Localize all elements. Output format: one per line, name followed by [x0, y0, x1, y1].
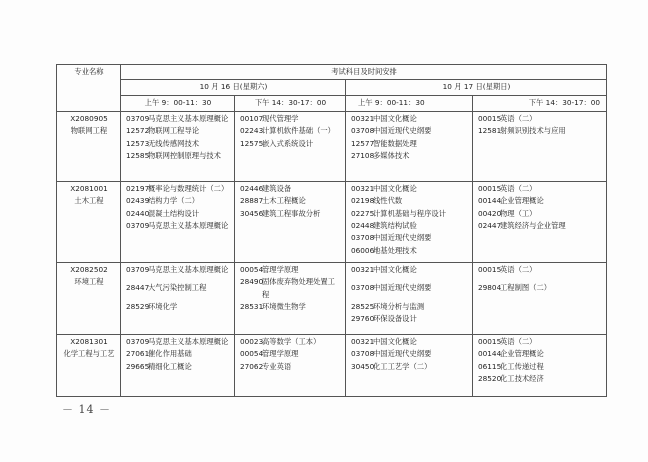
course-name: 混凝土结构设计 [148, 208, 200, 218]
course-item [351, 282, 468, 294]
course-item [351, 150, 468, 162]
course-item [351, 361, 468, 373]
course-name: 马克思主义基本原理概论 [148, 220, 229, 230]
page-number: － 14 － [62, 403, 111, 416]
course-item [478, 113, 602, 125]
course-item [240, 113, 341, 125]
course-item [351, 125, 468, 137]
course-code: 28520 [478, 373, 502, 383]
course-name: 射频识别技术与应用 [500, 126, 566, 136]
course-name: 中国近现代史纲要 [373, 283, 432, 293]
course-code: 27061 [126, 349, 150, 359]
major-cell [57, 334, 121, 396]
course-code: 12575 [240, 138, 264, 148]
course-name: 环保设备设计 [373, 313, 417, 323]
course-name: 环境化学 [148, 301, 178, 311]
course-cell-d2am [346, 262, 473, 334]
course-item [240, 125, 341, 137]
course-code: 06006 [351, 245, 375, 255]
course-item [478, 361, 602, 373]
course-name: 中国文化概论 [373, 336, 417, 346]
course-name: 英语（二） [500, 183, 537, 193]
course-code: 03709 [126, 264, 150, 274]
course-item [478, 125, 602, 137]
course-item [478, 220, 602, 232]
course-item [126, 208, 230, 220]
course-item [126, 113, 230, 125]
course-code: 00321 [351, 336, 375, 346]
course-code: 02440 [126, 208, 150, 218]
course-name: 马克思主义基本原理概论 [148, 113, 229, 123]
major-name: 化学工程与工艺 [63, 349, 115, 359]
major-cell [57, 181, 121, 262]
course-name: 中国近现代史纲要 [373, 233, 432, 243]
course-name: 线性代数 [373, 196, 403, 206]
course-code: 28525 [351, 301, 375, 311]
course-code: 03709 [126, 220, 150, 230]
header-day2-morning: 上午 9：00-11：30 [346, 96, 473, 111]
course-code: 00321 [351, 113, 375, 123]
course-item [351, 208, 468, 220]
course-code: 00321 [351, 264, 375, 274]
course-code: 00144 [478, 349, 502, 359]
course-code: 30450 [351, 361, 375, 371]
course-item [126, 220, 230, 232]
course-code: 03708 [351, 233, 375, 243]
exam-schedule-table [56, 64, 607, 397]
course-item [478, 264, 602, 276]
course-item [351, 245, 468, 257]
course-item [351, 113, 468, 125]
course-code: 12577 [351, 138, 375, 148]
course-code: 12581 [478, 126, 502, 136]
course-name: 建筑设备 [262, 183, 292, 193]
major-name: 土木工程 [74, 196, 104, 206]
course-name: 概率论与数理统计（二） [148, 183, 229, 193]
course-item [126, 361, 230, 373]
course-item [240, 183, 341, 195]
course-cell-d2am [346, 181, 473, 262]
course-code: 03708 [351, 349, 375, 359]
course-name: 土木工程概论 [262, 196, 306, 206]
course-item [126, 125, 230, 137]
course-item [240, 195, 341, 207]
course-name: 化工技术经济 [500, 373, 544, 383]
header-day-1: 10 月 16 日(星期六) [121, 80, 346, 96]
course-code: 02198 [351, 196, 375, 206]
course-name: 企业管理概论 [500, 349, 544, 359]
course-code: 00015 [478, 183, 502, 193]
course-code: 28887 [240, 196, 264, 206]
course-code: 03709 [126, 336, 150, 346]
course-name: 建筑经济与企业管理 [500, 220, 566, 230]
course-code: 02448 [351, 220, 375, 230]
course-item [478, 183, 602, 195]
course-code: 00107 [240, 113, 264, 123]
course-code: 28447 [126, 283, 150, 293]
course-code: 03708 [351, 126, 375, 136]
course-code: 02446 [240, 183, 264, 193]
course-item [351, 183, 468, 195]
course-name: 结构力学（二） [148, 196, 200, 206]
course-code: 29804 [478, 283, 502, 293]
course-name: 化工工艺学（二） [373, 361, 432, 371]
course-name: 催化作用基础 [148, 349, 192, 359]
course-item [240, 208, 341, 220]
course-cell-d1am [121, 334, 235, 396]
course-code: 00054 [240, 264, 264, 274]
course-cell-d1pm [235, 334, 346, 396]
course-cell-d2am [346, 111, 473, 181]
course-code: 30456 [240, 208, 264, 218]
course-item [240, 348, 341, 360]
course-item [240, 276, 341, 288]
course-name: 企业管理概论 [500, 196, 544, 206]
course-code: 12572 [126, 126, 150, 136]
course-name: 专业英语 [262, 361, 292, 371]
course-name: 大气污染控制工程 [148, 283, 207, 293]
course-item [351, 195, 468, 207]
course-name: 环境微生物学 [262, 301, 306, 311]
course-code: 28490 [240, 277, 264, 287]
course-name: 建筑工程事故分析 [262, 208, 321, 218]
course-name: 马克思主义基本原理概论 [148, 264, 229, 274]
header-day2-afternoon: 下午 14：30-17：00 [473, 96, 607, 111]
header-day1-afternoon: 下午 14：30-17：00 [235, 96, 346, 111]
course-item [240, 301, 341, 313]
course-item [478, 348, 602, 360]
course-code: 03708 [351, 283, 375, 293]
header-schedule: 考试科目及时间安排 [121, 65, 607, 80]
course-code: 00015 [478, 336, 502, 346]
course-name: 高等数学（工本） [262, 336, 321, 346]
course-name: 管理学原理 [262, 264, 299, 274]
course-name: 工程制图（二） [500, 283, 552, 293]
course-name: 精细化工概论 [148, 361, 192, 371]
course-name: 中国文化概论 [373, 183, 417, 193]
header-major-name: 专业名称 [57, 65, 121, 112]
course-name: 建筑结构试验 [373, 220, 417, 230]
course-name: 地基处理技术 [373, 245, 417, 255]
course-code: 00321 [351, 183, 375, 193]
course-item [126, 183, 230, 195]
course-cell-d1pm [235, 181, 346, 262]
course-item [478, 336, 602, 348]
major-row [57, 262, 607, 334]
course-item [478, 195, 602, 207]
course-name: 管理学原理 [262, 349, 299, 359]
course-item [126, 348, 230, 360]
course-name: 多媒体技术 [373, 150, 410, 160]
course-name: 中国文化概论 [373, 264, 417, 274]
course-item [351, 313, 468, 325]
course-code: 02275 [351, 208, 375, 218]
course-cell-d1am [121, 262, 235, 334]
major-row [57, 111, 607, 181]
major-name: 物联网工程 [70, 126, 108, 136]
course-item [126, 264, 230, 276]
course-code: 00054 [240, 349, 264, 359]
course-code: 28529 [126, 301, 150, 311]
course-item [351, 336, 468, 348]
course-cell-d1am [121, 111, 235, 181]
course-item [240, 289, 341, 301]
course-cell-d2pm [473, 334, 607, 396]
course-item [351, 220, 468, 232]
course-item [478, 282, 602, 294]
course-item [240, 264, 341, 276]
course-name: 英语（二） [500, 336, 537, 346]
course-name: 程 [262, 289, 270, 299]
course-code: 06115 [478, 361, 502, 371]
course-cell-d1pm [235, 111, 346, 181]
course-name: 固体废弃物处理处置工 [262, 277, 335, 287]
major-code: X2080905 [70, 113, 108, 123]
course-code: 00015 [478, 264, 502, 274]
course-name: 物联网控制原理与技术 [148, 150, 221, 160]
course-code: 02439 [126, 196, 150, 206]
major-row [57, 181, 607, 262]
course-item [351, 264, 468, 276]
course-item [478, 373, 602, 385]
course-name: 英语（二） [500, 113, 537, 123]
course-item [126, 282, 230, 294]
course-item [126, 336, 230, 348]
course-code: 27108 [351, 150, 375, 160]
course-cell-d1pm [235, 262, 346, 334]
course-cell-d2pm [473, 262, 607, 334]
course-code: 03709 [126, 113, 150, 123]
course-name: 计算机基础与程序设计 [373, 208, 446, 218]
course-cell-d1am [121, 181, 235, 262]
course-code: 12585 [126, 150, 150, 160]
course-item [240, 361, 341, 373]
course-name: 无线传感网技术 [148, 138, 200, 148]
course-code: 02243 [240, 126, 264, 136]
course-code: 00144 [478, 196, 502, 206]
course-code: 00420 [478, 208, 502, 218]
course-code: 00023 [240, 336, 264, 346]
course-item [126, 138, 230, 150]
course-item [478, 208, 602, 220]
course-name: 化工传递过程 [500, 361, 544, 371]
course-name: 马克思主义基本原理概论 [148, 336, 229, 346]
course-name: 中国近现代史纲要 [373, 126, 432, 136]
header-day1-morning: 上午 9：00-11：30 [121, 96, 235, 111]
header-day-2: 10 月 17 日(星期日) [346, 80, 607, 96]
course-name: 嵌入式系统设计 [262, 138, 314, 148]
course-item [351, 138, 468, 150]
course-item [126, 301, 230, 313]
course-name: 计算机软件基础（一） [262, 126, 335, 136]
course-cell-d2pm [473, 181, 607, 262]
course-item [240, 138, 341, 150]
course-name: 物理（工） [500, 208, 537, 218]
major-row [57, 334, 607, 396]
course-item [240, 336, 341, 348]
major-code: X2081001 [70, 183, 108, 193]
course-cell-d2am [346, 334, 473, 396]
course-item [126, 195, 230, 207]
course-name: 中国近现代史纲要 [373, 349, 432, 359]
course-name: 环境分析与监测 [373, 301, 425, 311]
course-item [126, 150, 230, 162]
course-item [351, 301, 468, 313]
course-name: 中国文化概论 [373, 113, 417, 123]
course-name: 英语（二） [500, 264, 537, 274]
major-cell [57, 262, 121, 334]
course-name: 现代管理学 [262, 113, 299, 123]
major-name: 环境工程 [74, 277, 104, 287]
course-code: 02197 [126, 183, 150, 193]
major-code: X2082502 [70, 264, 108, 274]
course-code: 29760 [351, 313, 375, 323]
course-code: 28531 [240, 301, 264, 311]
course-code: 12573 [126, 138, 150, 148]
major-code: X2081301 [70, 336, 108, 346]
course-name: 物联网工程导论 [148, 126, 200, 136]
course-code: 27062 [240, 361, 264, 371]
course-code: 00015 [478, 113, 502, 123]
course-name: 智能数据处理 [373, 138, 417, 148]
major-cell [57, 111, 121, 181]
course-item [351, 348, 468, 360]
course-item [351, 232, 468, 244]
course-code: 02447 [478, 220, 502, 230]
course-code: 29665 [126, 361, 150, 371]
course-cell-d2pm [473, 111, 607, 181]
